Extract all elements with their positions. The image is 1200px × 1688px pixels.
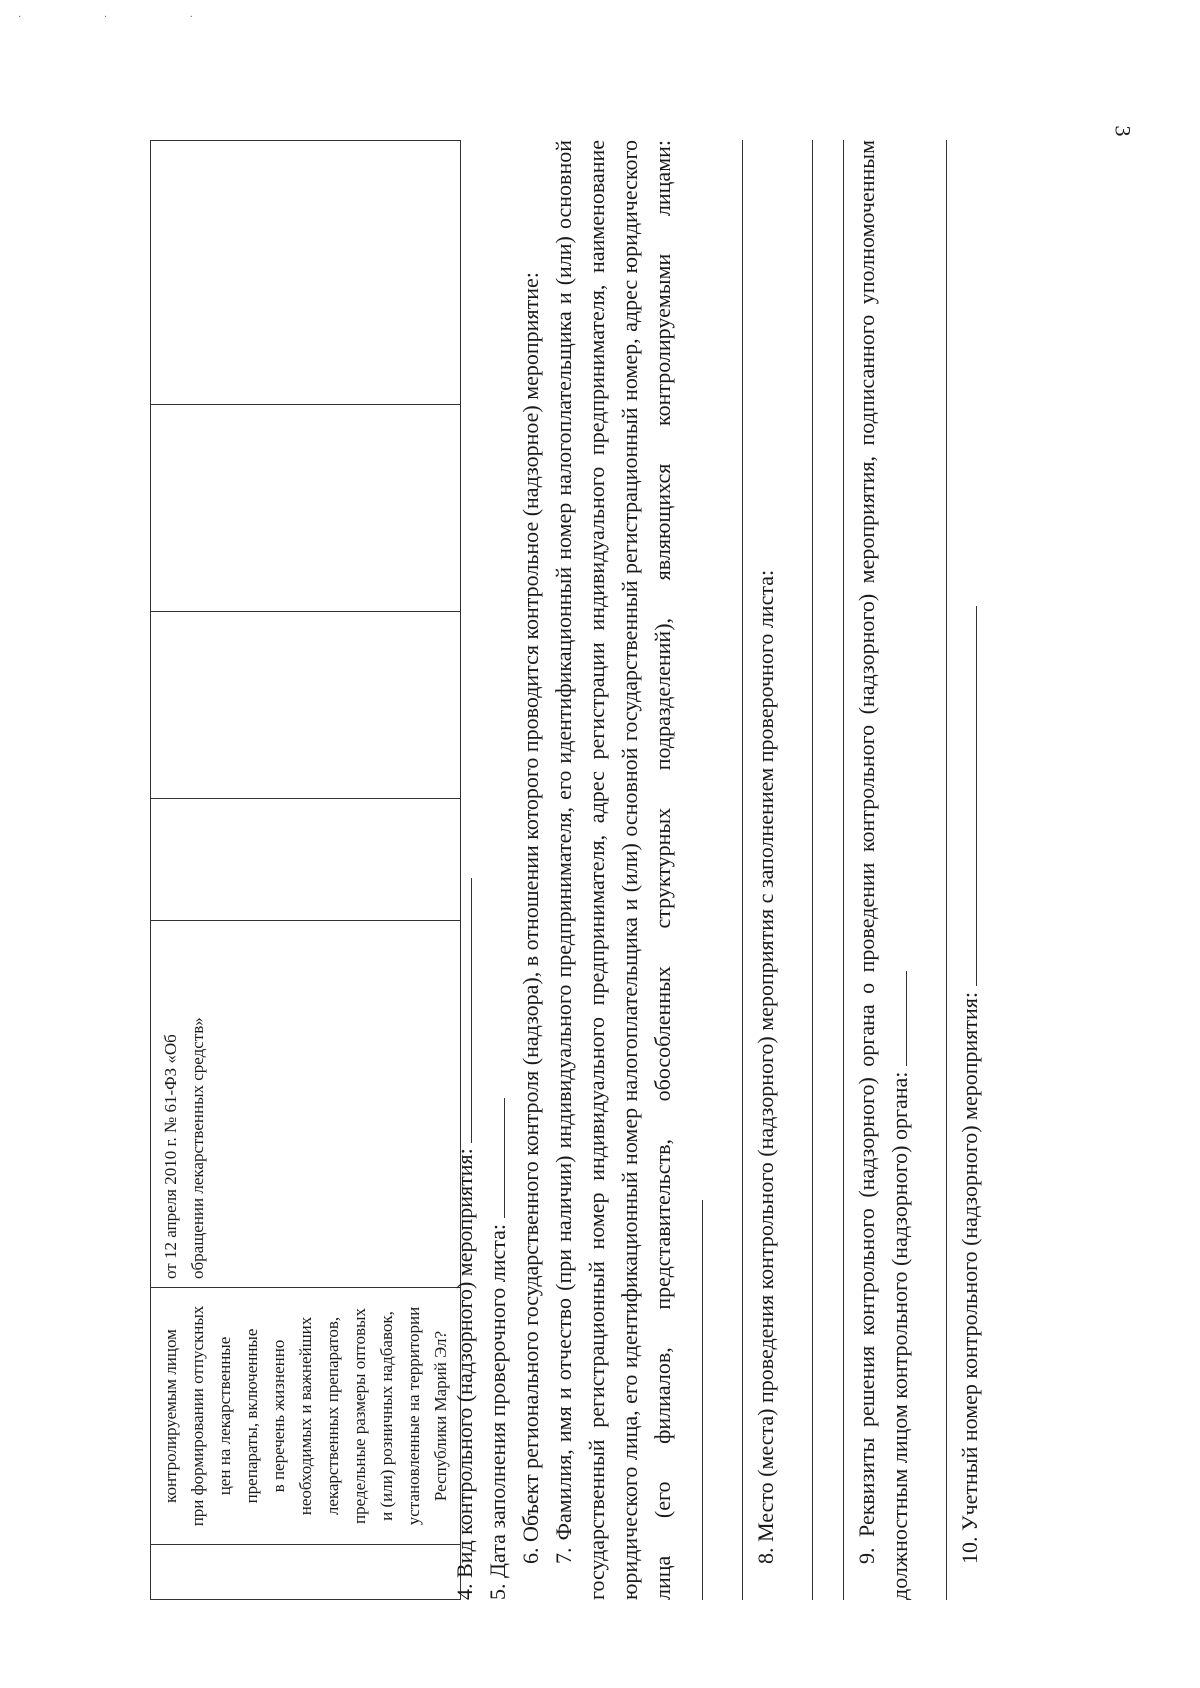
question-line: Республики Марий Эл?	[431, 1330, 450, 1502]
question-line: при формировании отпускных	[188, 1305, 207, 1527]
requirements-table	[150, 140, 461, 1600]
scan-specks: · · ·	[18, 12, 233, 23]
page-number: 3	[1110, 125, 1136, 137]
question-line: лекарственных препаратов,	[323, 1316, 342, 1516]
reference-line: обращении лекарственных средств»	[188, 1017, 207, 1279]
table-cell-legal-reference	[151, 921, 461, 1288]
field-7: 7. Фамилия, имя и отчество (при наличии) индивидуального предпринимателя, его идентификационный номер налогоплательщика и (или) основной государственный регистрационный номер индивидуального предпринимателя, адрес регистрации индивидуального предпринимателя, наименование юридического лица, его идентификационный номер налогоплательщика и (или) основной государственный регистрационный номер, адрес юридического лица (его филиалов, представительств, обособленных структурных подразделений), являющихся контролируемыми лицами:	[547, 140, 712, 1600]
field-5: 5. Дата заполнения проверочного листа:	[481, 140, 514, 1600]
table-cell-not-applicable	[151, 405, 461, 612]
field-5-blank[interactable]	[482, 1099, 505, 1219]
question-line: и (или) розничных надбавок,	[377, 1311, 396, 1521]
reference-line: от 12 апреля 2010 г. № 61-ФЗ «Об	[161, 1034, 180, 1279]
table-cell-question	[151, 1288, 461, 1545]
field-10: 10. Учетный номер контрольного (надзорного) мероприятия:	[953, 140, 986, 1600]
field-8: 8. Место (места) проведения контрольного (надзорного) мероприятия с заполнением проверочного листа:	[753, 569, 778, 1564]
field-4-blank[interactable]	[449, 878, 472, 1143]
document-content	[150, 140, 1070, 1600]
field-9: 9. Реквизиты решения контрольного (надзорного) органа о проведении контрольного (надзорного) мероприятия, подписанного уполномоченным должностным лицом контрольного (надзорного) органа:	[854, 140, 912, 1600]
table-cell-number	[151, 1545, 461, 1600]
question-line: препараты, включенные	[242, 1328, 261, 1504]
field-7-blank[interactable]	[680, 1200, 703, 1600]
field-6: 6. Объект регионального государственного контроля (надзора), в отношении которого проводится контрольное (надзорное) мероприятие:	[518, 272, 543, 1564]
field-9-line[interactable]	[916, 140, 947, 1600]
field-8-line[interactable]	[813, 140, 844, 1600]
form-fields	[448, 140, 986, 1600]
table-row	[151, 141, 461, 1600]
table-cell-no	[151, 612, 461, 799]
field-8-line[interactable]	[782, 140, 813, 1600]
question-line: необходимых и важнейших	[296, 1316, 315, 1516]
field-7-line[interactable]	[712, 140, 743, 1600]
question-line: в перечень жизненно	[269, 1339, 288, 1493]
field-4: 4. Вид контрольного (надзорного) мероприятия:	[448, 140, 481, 1600]
table-cell-yes	[151, 799, 461, 921]
field-10-blank[interactable]	[954, 606, 977, 986]
field-9-blank[interactable]	[884, 971, 907, 1066]
question-line: установленные на территории	[404, 1306, 423, 1526]
question-line: цен на лекарственные	[215, 1336, 234, 1496]
question-line: контролируемым лицом	[161, 1329, 180, 1503]
table-cell-note	[151, 141, 461, 405]
question-line: предельные размеры оптовых	[350, 1308, 369, 1524]
